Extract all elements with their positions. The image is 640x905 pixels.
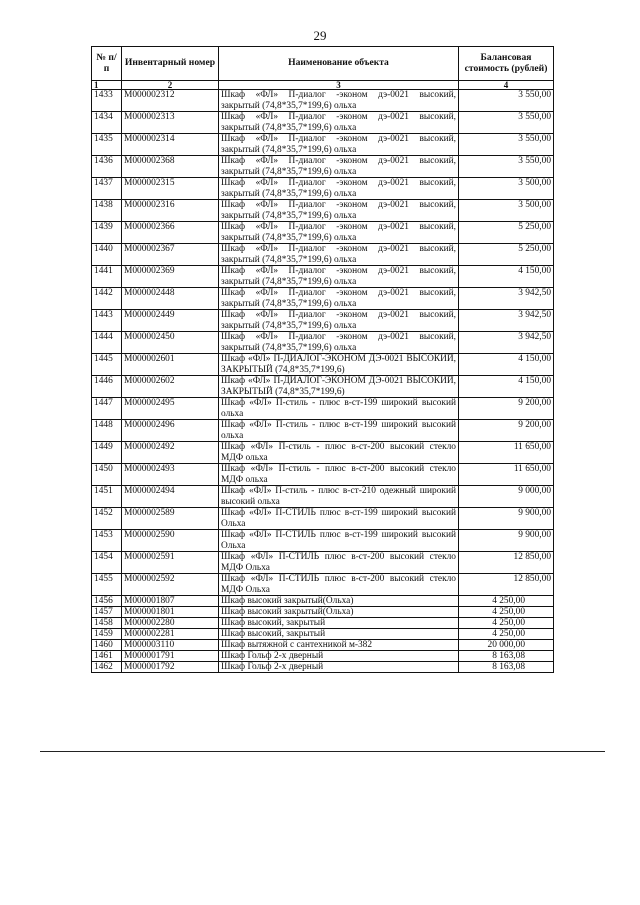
balance-cost-cell: 4 250,00 [459,629,554,640]
table-row [92,134,554,156]
inventory-number-cell: M000002369 [122,266,219,288]
page-number: 29 [313,28,327,43]
table-row [92,530,554,552]
inventory-number-cell: M000001807 [122,596,219,607]
row-number-cell: 1446 [92,376,122,398]
object-name-cell: Шкаф высокий, закрытый [219,618,459,629]
balance-cost-cell: 20 000,00 [459,640,554,651]
inventory-number-cell: M000002591 [122,552,219,574]
inventory-number-cell: M000002368 [122,156,219,178]
row-number-cell: 1454 [92,552,122,574]
row-number-cell: 1460 [92,640,122,651]
table-row [92,398,554,420]
row-number-cell: 1451 [92,486,122,508]
object-name-cell: Шкаф «ФЛ» П-диалог -эконом дэ-0021 высокий, закрытый (74,8*35,7*199,6) ольха [219,134,459,156]
inventory-number-cell: M000002366 [122,222,219,244]
object-name-cell: Шкаф Гольф 2-х дверный [219,651,459,662]
object-name-cell: Шкаф вытяжной с сантехникой м-382 [219,640,459,651]
inventory-number-cell: M000001801 [122,607,219,618]
row-number-cell: 1445 [92,354,122,376]
row-number-cell: 1434 [92,112,122,134]
table-row [92,651,554,662]
balance-cost-cell: 3 942,50 [459,332,554,354]
balance-cost-cell: 9 000,00 [459,486,554,508]
table-row [92,112,554,134]
object-name-cell: Шкаф «ФЛ» П-диалог -эконом дэ-0021 высокий, закрытый (74,8*35,7*199,6) ольха [219,266,459,288]
inventory-number-cell: M000002313 [122,112,219,134]
column-number: 4 [459,81,554,90]
table-row [92,200,554,222]
row-number-cell: 1439 [92,222,122,244]
object-name-cell: Шкаф высокий закрытый(Ольха) [219,607,459,618]
balance-cost-cell: 3 942,50 [459,288,554,310]
object-name-cell: Шкаф «ФЛ» П-СТИЛЬ плюс в-ст-200 высокий стекло МДФ Ольха [219,552,459,574]
balance-cost-cell: 3 550,00 [459,112,554,134]
object-name-cell: Шкаф «ФЛ» П-диалог -эконом дэ-0021 высокий, закрытый (74,8*35,7*199,6) ольха [219,200,459,222]
row-number-cell: 1448 [92,420,122,442]
row-number-cell: 1444 [92,332,122,354]
balance-cost-cell: 11 650,00 [459,442,554,464]
table-row [92,640,554,651]
balance-cost-cell: 12 850,00 [459,552,554,574]
balance-cost-cell: 12 850,00 [459,574,554,596]
row-number-cell: 1459 [92,629,122,640]
inventory-number-cell: M000002592 [122,574,219,596]
object-name-cell: Шкаф «ФЛ» П-диалог -эконом дэ-0021 высокий, закрытый (74,8*35,7*199,6) ольха [219,112,459,134]
balance-cost-cell: 4 250,00 [459,618,554,629]
inventory-number-cell: M000002448 [122,288,219,310]
object-name-cell: Шкаф высокий, закрытый [219,629,459,640]
balance-cost-cell: 8 163,08 [459,662,554,673]
inventory-number-cell: M000002367 [122,244,219,266]
inventory-table [91,46,554,673]
table-row [92,376,554,398]
row-number-cell: 1437 [92,178,122,200]
table-row [92,629,554,640]
balance-cost-cell: 11 650,00 [459,464,554,486]
balance-cost-cell: 3 550,00 [459,156,554,178]
balance-cost-cell: 3 500,00 [459,200,554,222]
balance-cost-cell: 3 942,50 [459,310,554,332]
table-row [92,662,554,673]
row-number-cell: 1447 [92,398,122,420]
row-number-cell: 1453 [92,530,122,552]
table-body [92,90,554,673]
row-number-cell: 1452 [92,508,122,530]
inventory-number-cell: M000002493 [122,464,219,486]
row-number-cell: 1438 [92,200,122,222]
object-name-cell: Шкаф высокий закрытый(Ольха) [219,596,459,607]
object-name-cell: Шкаф «ФЛ» П-диалог -эконом дэ-0021 высокий, закрытый (74,8*35,7*199,6) ольха [219,178,459,200]
header-name: Наименование объекта [219,47,459,81]
object-name-cell: Шкаф «ФЛ» П-ДИАЛОГ-ЭКОНОМ ДЭ-0021 ВЫСОКИЙ, ЗАКРЫТЫЙ (74,8*35,7*199,6) [219,376,459,398]
header-cost: Балансовая стоимость (рублей) [459,47,554,81]
table-row [92,464,554,486]
table-row [92,244,554,266]
inventory-number-cell: M000002494 [122,486,219,508]
table-row [92,552,554,574]
row-number-cell: 1456 [92,596,122,607]
object-name-cell: Шкаф Гольф 2-х дверный [219,662,459,673]
inventory-number-cell: M000002315 [122,178,219,200]
object-name-cell: Шкаф «ФЛ» П-СТИЛЬ плюс в-ст-199 широкий высокий Ольха [219,530,459,552]
balance-cost-cell: 9 900,00 [459,508,554,530]
table-row [92,420,554,442]
object-name-cell: Шкаф «ФЛ» П-диалог -эконом дэ-0021 высокий, закрытый (74,8*35,7*199,6) ольха [219,244,459,266]
table-row [92,332,554,354]
balance-cost-cell: 9 900,00 [459,530,554,552]
inventory-number-cell: M000002314 [122,134,219,156]
table-row [92,596,554,607]
inventory-number-cell: M000002280 [122,618,219,629]
object-name-cell: Шкаф «ФЛ» П-диалог -эконом дэ-0021 высокий, закрытый (74,8*35,7*199,6) ольха [219,222,459,244]
row-number-cell: 1455 [92,574,122,596]
table-row [92,508,554,530]
table-row [92,266,554,288]
row-number-cell: 1461 [92,651,122,662]
column-number: 2 [122,81,219,90]
header-num: № п/п [92,47,122,81]
row-number-cell: 1440 [92,244,122,266]
balance-cost-cell: 5 250,00 [459,222,554,244]
column-number: 3 [219,81,459,90]
object-name-cell: Шкаф «ФЛ» П-ДИАЛОГ-ЭКОНОМ ДЭ-0021 ВЫСОКИЙ, ЗАКРЫТЫЙ (74,8*35,7*199,6) [219,354,459,376]
inventory-number-cell: M000002492 [122,442,219,464]
row-number-cell: 1442 [92,288,122,310]
row-number-cell: 1436 [92,156,122,178]
inventory-number-cell: M000002496 [122,420,219,442]
inventory-number-cell: M000003110 [122,640,219,651]
inventory-number-cell: M000002601 [122,354,219,376]
object-name-cell: Шкаф «ФЛ» П-стиль - плюс в-ст-200 высокий стекло МДФ ольха [219,464,459,486]
row-number-cell: 1449 [92,442,122,464]
row-number-cell: 1435 [92,134,122,156]
bottom-divider [40,751,605,752]
balance-cost-cell: 4 150,00 [459,376,554,398]
object-name-cell: Шкаф «ФЛ» П-стиль - плюс в-ст-210 одежный широкий высокий ольха [219,486,459,508]
object-name-cell: Шкаф «ФЛ» П-СТИЛЬ плюс в-ст-199 широкий высокий Ольха [219,508,459,530]
inventory-number-cell: M000002449 [122,310,219,332]
inventory-number-cell: M000002316 [122,200,219,222]
row-number-cell: 1458 [92,618,122,629]
table-row [92,156,554,178]
row-number-cell: 1441 [92,266,122,288]
inventory-number-cell: M000002495 [122,398,219,420]
balance-cost-cell: 3 550,00 [459,90,554,112]
row-number-cell: 1450 [92,464,122,486]
object-name-cell: Шкаф «ФЛ» П-СТИЛЬ плюс в-ст-200 высокий стекло МДФ Ольха [219,574,459,596]
inventory-number-cell: M000002450 [122,332,219,354]
balance-cost-cell: 9 200,00 [459,420,554,442]
balance-cost-cell: 4 150,00 [459,266,554,288]
balance-cost-cell: 4 250,00 [459,596,554,607]
object-name-cell: Шкаф «ФЛ» П-стиль - плюс в-ст-199 широкий высокий ольха [219,420,459,442]
balance-cost-cell: 5 250,00 [459,244,554,266]
table-row [92,618,554,629]
row-number-cell: 1433 [92,90,122,112]
object-name-cell: Шкаф «ФЛ» П-диалог -эконом дэ-0021 высокий, закрытый (74,8*35,7*199,6) ольха [219,310,459,332]
row-number-cell: 1457 [92,607,122,618]
table-row [92,354,554,376]
inventory-number-cell: M000002590 [122,530,219,552]
inventory-number-cell: M000001792 [122,662,219,673]
header-inventory: Инвентарный номер [122,47,219,81]
balance-cost-cell: 8 163,08 [459,651,554,662]
balance-cost-cell: 3 550,00 [459,134,554,156]
object-name-cell: Шкаф «ФЛ» П-стиль - плюс в-ст-199 широкий высокий ольха [219,398,459,420]
object-name-cell: Шкаф «ФЛ» П-диалог -эконом дэ-0021 высокий, закрытый (74,8*35,7*199,6) ольха [219,90,459,112]
column-number: 1 [92,81,122,90]
table-row [92,222,554,244]
inventory-number-cell: M000002589 [122,508,219,530]
inventory-number-cell: M000001791 [122,651,219,662]
inventory-number-cell: M000002312 [122,90,219,112]
balance-cost-cell: 9 200,00 [459,398,554,420]
table-row [92,574,554,596]
object-name-cell: Шкаф «ФЛ» П-диалог -эконом дэ-0021 высокий, закрытый (74,8*35,7*199,6) ольха [219,156,459,178]
row-number-cell: 1443 [92,310,122,332]
row-number-cell: 1462 [92,662,122,673]
table-row [92,178,554,200]
table-row [92,607,554,618]
balance-cost-cell: 4 250,00 [459,607,554,618]
table-row [92,288,554,310]
balance-cost-cell: 4 150,00 [459,354,554,376]
object-name-cell: Шкаф «ФЛ» П-стиль - плюс в-ст-200 высокий стекло МДФ ольха [219,442,459,464]
object-name-cell: Шкаф «ФЛ» П-диалог -эконом дэ-0021 высокий, закрытый (74,8*35,7*199,6) ольха [219,332,459,354]
balance-cost-cell: 3 500,00 [459,178,554,200]
table-row [92,310,554,332]
inventory-number-cell: M000002281 [122,629,219,640]
object-name-cell: Шкаф «ФЛ» П-диалог -эконом дэ-0021 высокий, закрытый (74,8*35,7*199,6) ольха [219,288,459,310]
table-row [92,486,554,508]
table-row [92,90,554,112]
table-row [92,442,554,464]
inventory-number-cell: M000002602 [122,376,219,398]
